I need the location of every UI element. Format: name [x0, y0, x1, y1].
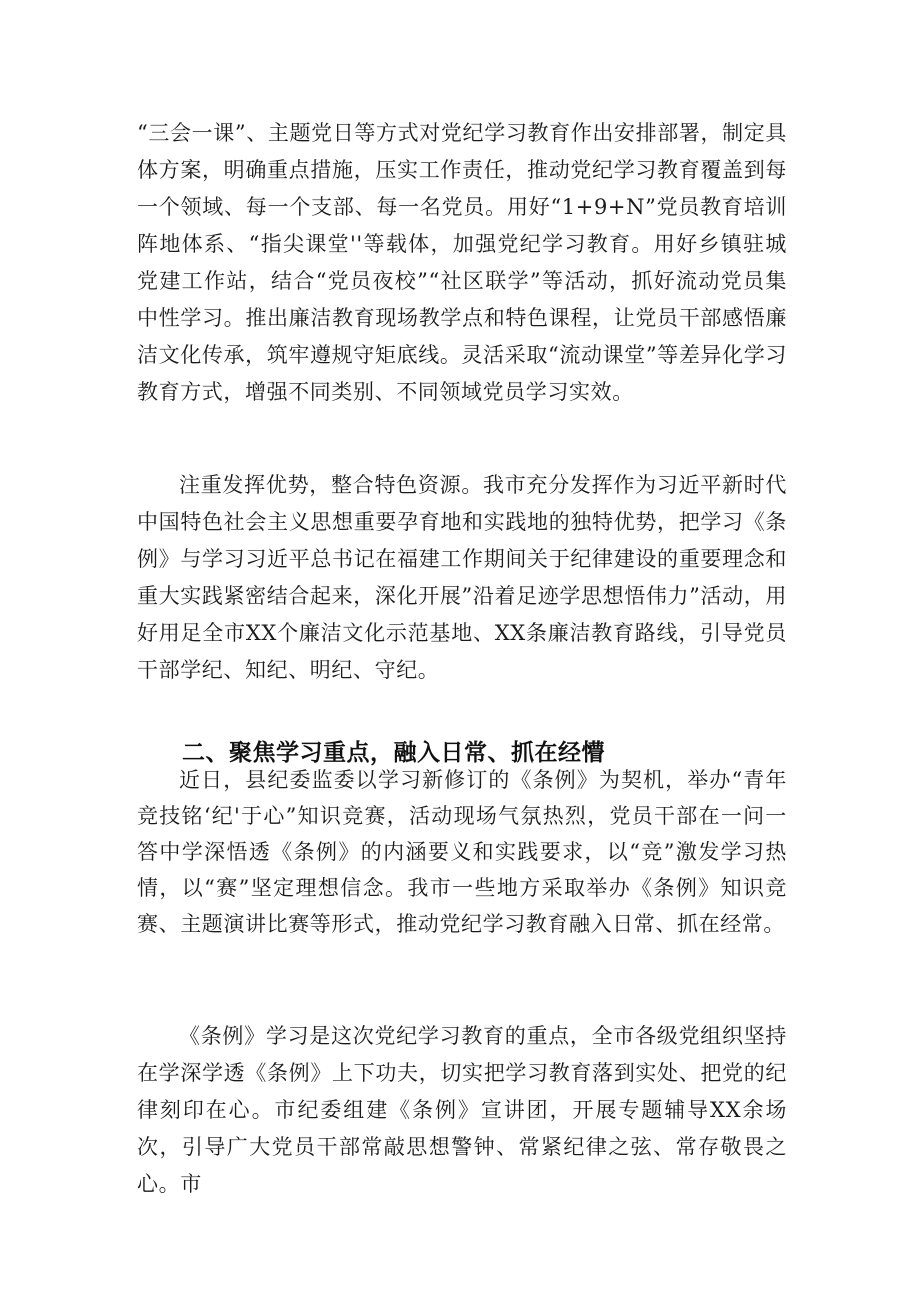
paragraph-2: 注重发挥优势，整合特色资源。我市充分发挥作为习近平新时代中国特色社会主义思想重要孕育地和实践地的独特优势，把学习《条例》与学习习近平总书记在福建工作期间关于纪律建设的重要理念和重大实践紧密结合起来，深化开展”沿着足迹学思想悟伟力”活动，用好用足全市XX个廉洁文化示范基地、XX条廉洁教育路线，引导党员干部学纪、知纪、明纪、守纪。	[137, 473, 787, 682]
paragraph-1: “三会一课”、主题党日等方式对党纪学习教育作出安排部署，制定具体方案，明确重点措施，压实工作责任，推动党纪学习教育覆盖到每一个领域、每一个支部、每一名党员。用好“1+9+N”党员教育培训阵地体系、“指尖课堂''等载体，加强党纪学习教育。用好乡镇驻城党建工作站，结合“党员夜校”“社区联学”等活动，抓好流动党员集中性学习。推出廉洁教育现场教学点和特色课程，让党员干部感悟廉洁文化传承，筑牢遵规守矩底线。灵活采取“流动课堂”等差异化学习教育方式，增强不同类别、不同领域党员学习实效。	[137, 121, 787, 404]
section-heading: 二、聚焦学习重点，融入日常、抓在经懵	[182, 740, 605, 766]
paragraph-3: 近日，县纪委监委以学习新修订的《条例》为契机，举办“青年竞技铭‘纪'于心”知识竞赛，活动现场气氛热烈，党员干部在一问一答中学深悟透《条例》的内涵要义和实践要求，以“竞”激发学习热情，以“赛”坚定理想信念。我市一些地方采取举办《条例》知识竞赛、主题演讲比赛等形式，推动党纪学习教育融入日常、抓在经常。	[137, 768, 787, 936]
paragraph-4: 《条例》学习是这次党纪学习教育的重点，全市各级党组织坚持在学深学透《条例》上下功夫，切实把学习教育落到实处、把党的纪律刻印在心。市纪委组建《条例》宣讲团，开展专题辅导XX余场次，引导广大党员干部常敲思想警钟、常紧纪律之弦、常存敬畏之心。市	[137, 1024, 787, 1196]
